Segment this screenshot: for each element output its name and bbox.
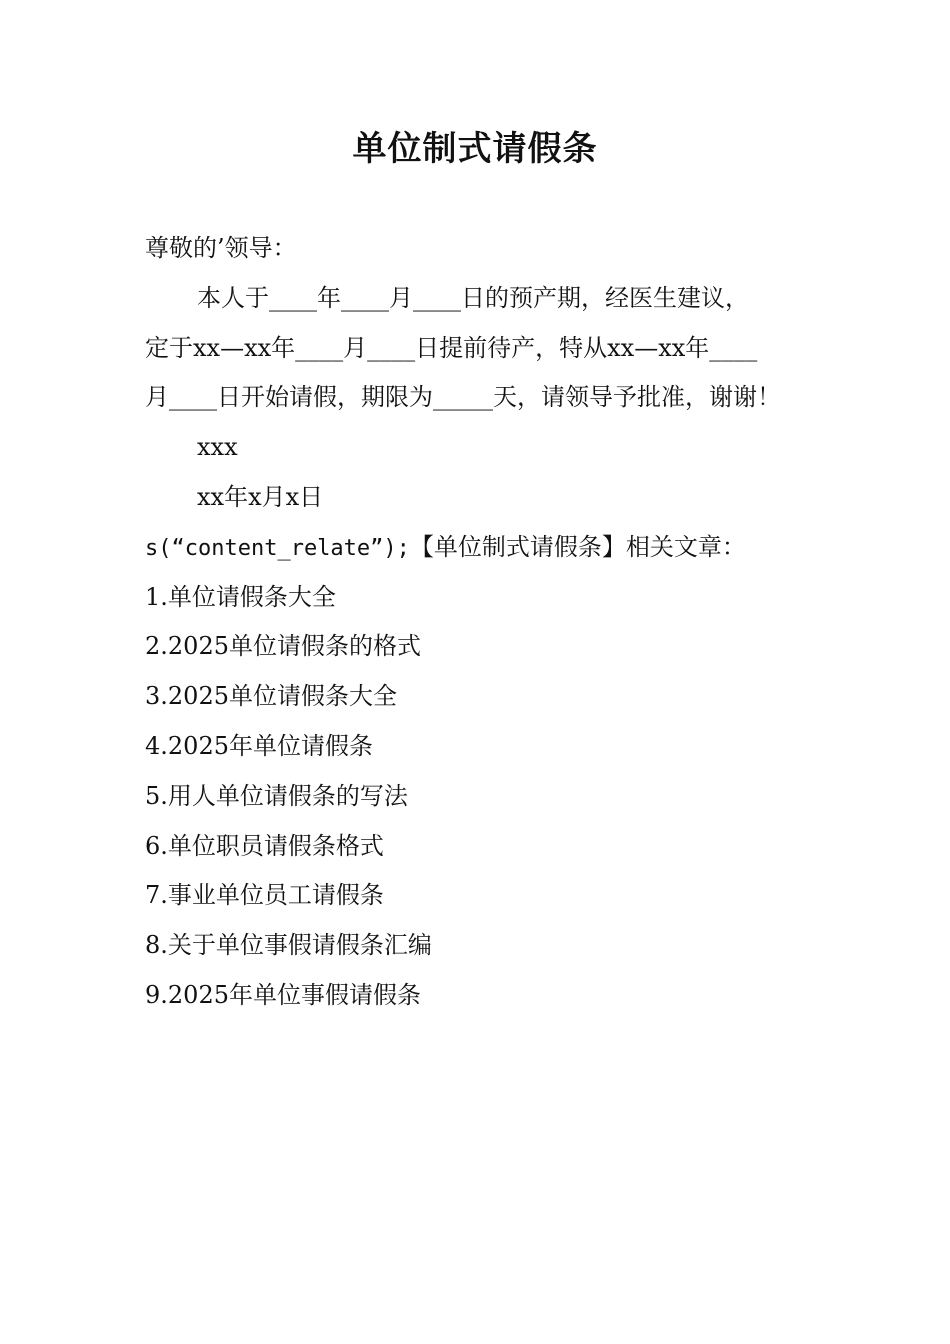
signature-date: xx年x月x日: [197, 482, 324, 511]
related-article-9[interactable]: 9.2025年单位事假请假条: [145, 980, 421, 1009]
salutation: 尊敬的’领导：: [145, 234, 297, 262]
related-article-3[interactable]: 3.2025单位请假条大全: [145, 682, 397, 711]
related-article-7[interactable]: 7.事业单位员工请假条: [145, 881, 384, 910]
related-article-1[interactable]: 1.单位请假条大全: [145, 582, 336, 611]
related-article-6[interactable]: 6.单位职员请假条格式: [145, 831, 384, 860]
document-title: 单位制式请假条: [352, 129, 598, 169]
signature: xxx: [197, 433, 238, 462]
paragraph-line-2: 定于xx—xx年____月____日提前待产，特从xx—xx年____: [145, 333, 758, 362]
paragraph-line-3: 月____日开始请假，期限为_____天，请领导予批准，谢谢！: [145, 383, 781, 412]
related-article-8[interactable]: 8.关于单位事假请假条汇编: [145, 931, 432, 960]
related-heading: 【单位制式请假条】相关文章：: [409, 532, 746, 561]
related-heading-line: [145, 523, 815, 573]
related-article-list: [145, 573, 815, 1021]
related-article-4[interactable]: 4.2025年单位请假条: [145, 731, 373, 760]
related-article-5[interactable]: 5.用人单位请假条的写法: [145, 781, 408, 810]
related-prefix: s(“content_relate”);: [145, 535, 410, 561]
document-body: [145, 224, 815, 1021]
related-article-2[interactable]: 2.2025单位请假条的格式: [145, 632, 421, 661]
paragraph-line-1: 本人于____年____月____日的预产期，经医生建议，: [197, 283, 749, 312]
